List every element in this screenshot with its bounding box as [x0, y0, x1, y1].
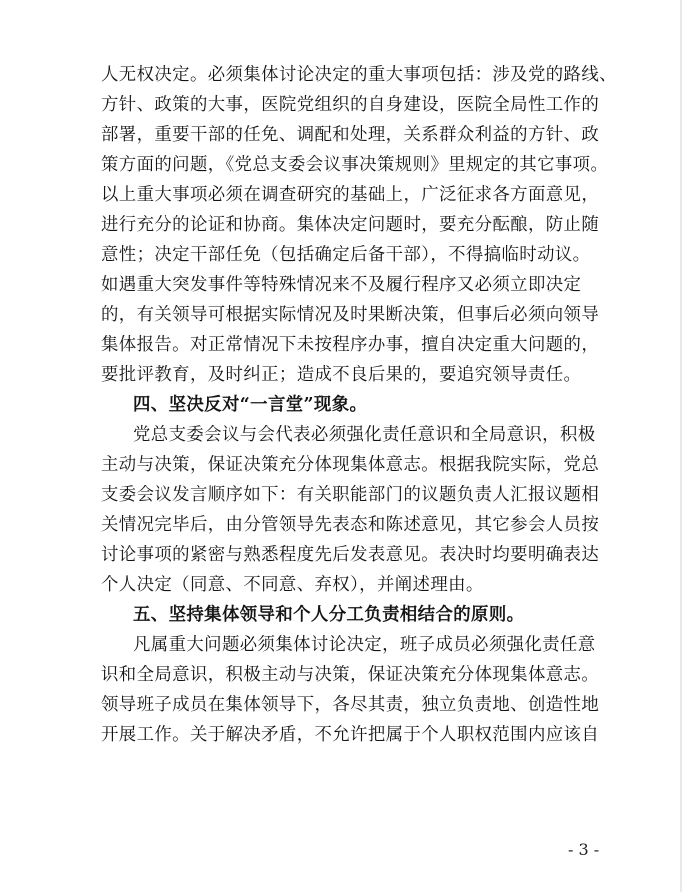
text-line: 集体报告。对正常情况下未按程序办事，擅自决定重大问题的，	[101, 335, 600, 355]
text-line: 识和全局意识，积极主动与决策，保证决策充分体现集体意志。	[101, 665, 600, 685]
text-line: 方针、政策的大事，医院党组织的自身建设，医院全局性工作的	[101, 95, 600, 115]
text-line: 的，有关领导可根据实际情况及时果断决策，但事后必须向领导	[101, 305, 600, 325]
text-line: 进行充分的论证和协商。集体决定问题时，要充分酝酿，防止随	[101, 215, 600, 235]
text-line: 如遇重大突发事件等特殊情况来不及履行程序又必须立即决定	[101, 275, 582, 295]
text-line: 领导班子成员在集体领导下，各尽其责，独立负责地、创造性地	[101, 695, 600, 715]
section-heading: 五、坚持集体领导和个人分工负责相结合的原则。	[133, 605, 525, 625]
document-body	[101, 60, 617, 750]
text-line: 主动与决策，保证决策充分体现集体意志。根据我院实际，党总	[101, 455, 600, 475]
text-line: 开展工作。关于解决矛盾，不允许把属于个人职权范围内应该自	[101, 725, 600, 745]
text-line: 支委会议发言顺序如下：有关职能部门的议题负责人汇报议题相	[101, 485, 600, 505]
text-line: 凡属重大问题必须集体讨论决定，班子成员必须强化责任意	[133, 635, 596, 655]
text-line: 关情况完毕后，由分管领导先表态和陈述意见，其它参会人员按	[101, 515, 600, 535]
text-line: 以上重大事项必须在调查研究的基础上，广泛征求各方面意见，	[101, 185, 600, 205]
text-line: 部署，重要干部的任免、调配和处理，关系群众利益的方针、政	[101, 125, 600, 145]
text-line: 人无权决定。必须集体讨论决定的重大事项包括：涉及党的路线、	[101, 65, 617, 85]
text-line: 意性；决定干部任免（包括确定后备干部），不得搞临时动议。	[101, 245, 591, 265]
section-heading: 四、坚决反对“一言堂”现象。	[133, 395, 368, 415]
text-line: 要批评教育，及时纠正；造成不良后果的，要追究领导责任。	[101, 365, 582, 385]
text-line: 党总支委会议与会代表必须强化责任意识和全局意识，积极	[133, 425, 596, 445]
text-line: 策方面的问题，《党总支委会议事决策规则》里规定的其它事项。	[101, 155, 609, 175]
text-line: 个人决定（同意、不同意、弃权），并阐述理由。	[101, 575, 484, 595]
page-number: - 3 -	[568, 840, 600, 859]
text-line: 讨论事项的紧密与熟悉程度先后发表意见。表决时均要明确表达	[101, 545, 600, 565]
